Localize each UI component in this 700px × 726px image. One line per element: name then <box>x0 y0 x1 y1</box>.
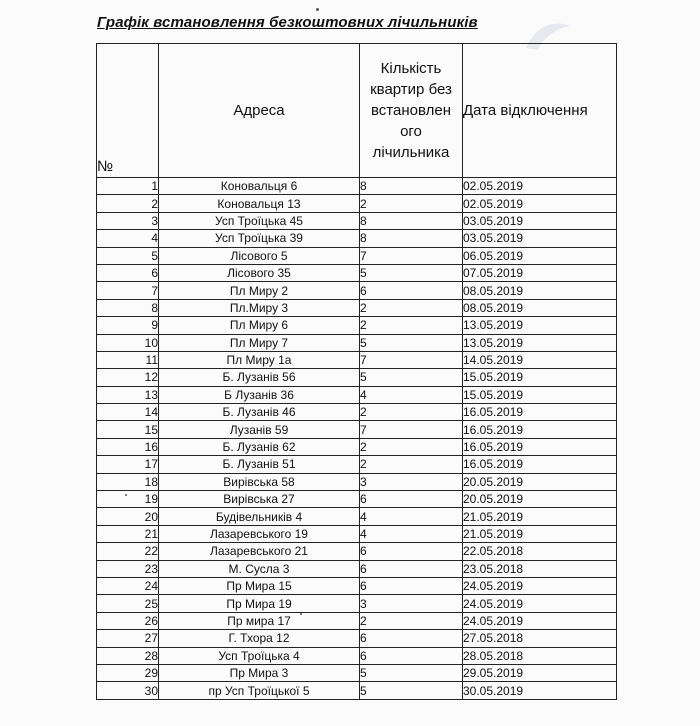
row-apartment-count: 6 <box>360 491 463 508</box>
row-apartment-count: 2 <box>360 456 463 473</box>
header-count-line: лічильника <box>372 144 450 161</box>
row-apartment-count: 5 <box>360 334 463 351</box>
row-number: 1 <box>97 178 159 195</box>
row-apartment-count: 8 <box>360 178 463 195</box>
table-row <box>97 386 617 403</box>
table-row <box>97 525 617 542</box>
row-address: Пл Миру 2 <box>159 282 360 299</box>
row-apartment-count: 7 <box>360 421 463 438</box>
row-apartment-count: 7 <box>360 351 463 368</box>
table-row <box>97 369 617 386</box>
row-address: Коновальця 6 <box>159 178 360 195</box>
row-address: Б. Лузанів 46 <box>159 404 360 421</box>
row-shutoff-date: 03.05.2019 <box>463 212 617 229</box>
table-row <box>97 421 617 438</box>
row-address: Пр Мира 19 <box>159 595 360 612</box>
row-apartment-count: 3 <box>360 595 463 612</box>
table-row <box>97 317 617 334</box>
row-number: 5 <box>97 247 159 264</box>
row-apartment-count: 7 <box>360 247 463 264</box>
row-address: пр Усп Троїцької 5 <box>159 682 360 699</box>
table-row <box>97 612 617 629</box>
row-address: Пр мира 17 <box>159 612 360 629</box>
row-number: 26 <box>97 612 159 629</box>
row-apartment-count: 5 <box>360 664 463 681</box>
row-address: Лазаревського 21 <box>159 543 360 560</box>
schedule-table <box>96 43 617 700</box>
row-address: Вирівська 58 <box>159 473 360 490</box>
row-apartment-count: 2 <box>360 317 463 334</box>
table-row <box>97 351 617 368</box>
row-apartment-count: 3 <box>360 473 463 490</box>
row-address: Лісового 5 <box>159 247 360 264</box>
table-body <box>97 178 617 700</box>
table-row <box>97 491 617 508</box>
header-count-line: Кількість <box>380 60 442 77</box>
row-address: Пр Мира 3 <box>159 664 360 681</box>
row-apartment-count: 5 <box>360 682 463 699</box>
row-number: 20 <box>97 508 159 525</box>
table-row <box>97 247 617 264</box>
header-count-line: встановлен <box>371 102 451 119</box>
table-row <box>97 212 617 229</box>
row-apartment-count: 4 <box>360 525 463 542</box>
row-number: 18 <box>97 473 159 490</box>
table-row <box>97 282 617 299</box>
row-shutoff-date: 02.05.2019 <box>463 178 617 195</box>
row-apartment-count: 8 <box>360 212 463 229</box>
row-address: Вирівська 27 <box>159 491 360 508</box>
table-row <box>97 560 617 577</box>
row-shutoff-date: 02.05.2019 <box>463 195 617 212</box>
row-apartment-count: 2 <box>360 438 463 455</box>
table-row <box>97 630 617 647</box>
table-row <box>97 230 617 247</box>
row-apartment-count: 2 <box>360 612 463 629</box>
table-row <box>97 682 617 699</box>
row-address: М. Сусла 3 <box>159 560 360 577</box>
row-shutoff-date: 21.05.2019 <box>463 508 617 525</box>
row-shutoff-date: 13.05.2019 <box>463 334 617 351</box>
row-number: 28 <box>97 647 159 664</box>
header-apartment-count <box>360 44 463 178</box>
table-row <box>97 508 617 525</box>
row-number: 23 <box>97 560 159 577</box>
row-shutoff-date: 20.05.2019 <box>463 491 617 508</box>
table-row <box>97 178 617 195</box>
row-address: Усп Троїцька 39 <box>159 230 360 247</box>
row-apartment-count: 6 <box>360 577 463 594</box>
table-row <box>97 647 617 664</box>
row-number: 7 <box>97 282 159 299</box>
table-row <box>97 595 617 612</box>
row-address: Пл Миру 7 <box>159 334 360 351</box>
header-count-line: ого <box>400 123 422 140</box>
table-row <box>97 264 617 281</box>
row-shutoff-date: 14.05.2019 <box>463 351 617 368</box>
row-number: 15 <box>97 421 159 438</box>
row-apartment-count: 4 <box>360 508 463 525</box>
table-row <box>97 299 617 316</box>
row-address: Пл Миру 6 <box>159 317 360 334</box>
header-address: Адреса <box>159 44 360 178</box>
row-apartment-count: 2 <box>360 195 463 212</box>
row-address: Будівельників 4 <box>159 508 360 525</box>
table-row <box>97 473 617 490</box>
row-shutoff-date: 08.05.2019 <box>463 299 617 316</box>
row-shutoff-date: 15.05.2019 <box>463 369 617 386</box>
row-shutoff-date: 24.05.2019 <box>463 595 617 612</box>
row-apartment-count: 6 <box>360 630 463 647</box>
row-address: Пл.Миру 3 <box>159 299 360 316</box>
row-address: Лазаревського 19 <box>159 525 360 542</box>
table-row <box>97 195 617 212</box>
row-apartment-count: 6 <box>360 560 463 577</box>
row-address: Лузанів 59 <box>159 421 360 438</box>
page-title: Графік встановлення безкоштовних лічильників <box>97 14 478 31</box>
row-address: Б Лузанів 36 <box>159 386 360 403</box>
row-address: Усп Троїцька 45 <box>159 212 360 229</box>
row-shutoff-date: 08.05.2019 <box>463 282 617 299</box>
row-shutoff-date: 16.05.2019 <box>463 456 617 473</box>
row-number: 12 <box>97 369 159 386</box>
row-number: 27 <box>97 630 159 647</box>
row-apartment-count: 6 <box>360 282 463 299</box>
row-number: 13 <box>97 386 159 403</box>
header-number: № <box>97 44 159 178</box>
row-shutoff-date: 06.05.2019 <box>463 247 617 264</box>
row-shutoff-date: 24.05.2019 <box>463 612 617 629</box>
table-row <box>97 404 617 421</box>
row-number: 10 <box>97 334 159 351</box>
row-number: 25 <box>97 595 159 612</box>
row-number: 14 <box>97 404 159 421</box>
row-number: 17 <box>97 456 159 473</box>
row-shutoff-date: 27.05.2018 <box>463 630 617 647</box>
row-number: 29 <box>97 664 159 681</box>
row-shutoff-date: 13.05.2019 <box>463 317 617 334</box>
table-row <box>97 456 617 473</box>
row-number: 16 <box>97 438 159 455</box>
row-apartment-count: 8 <box>360 230 463 247</box>
row-address: Пл Миру 1а <box>159 351 360 368</box>
row-apartment-count: 5 <box>360 264 463 281</box>
row-shutoff-date: 07.05.2019 <box>463 264 617 281</box>
table-row <box>97 438 617 455</box>
row-address: Усп Троїцька 4 <box>159 647 360 664</box>
row-apartment-count: 4 <box>360 386 463 403</box>
row-address: Б. Лузанів 56 <box>159 369 360 386</box>
row-address: Пр Мира 15 <box>159 577 360 594</box>
table-row <box>97 664 617 681</box>
row-number: 2 <box>97 195 159 212</box>
table-row <box>97 577 617 594</box>
row-shutoff-date: 21.05.2019 <box>463 525 617 542</box>
scan-speck <box>316 8 319 11</box>
row-shutoff-date: 16.05.2019 <box>463 404 617 421</box>
row-shutoff-date: 03.05.2019 <box>463 230 617 247</box>
row-shutoff-date: 28.05.2018 <box>463 647 617 664</box>
row-shutoff-date: 22.05.2018 <box>463 543 617 560</box>
row-shutoff-date: 20.05.2019 <box>463 473 617 490</box>
row-number: 30 <box>97 682 159 699</box>
table-header-row <box>97 44 617 178</box>
row-address: Б. Лузанів 51 <box>159 456 360 473</box>
row-shutoff-date: 30.05.2019 <box>463 682 617 699</box>
row-address: Коновальця 13 <box>159 195 360 212</box>
row-number: 11 <box>97 351 159 368</box>
row-shutoff-date: 16.05.2019 <box>463 421 617 438</box>
row-shutoff-date: 15.05.2019 <box>463 386 617 403</box>
row-number: 4 <box>97 230 159 247</box>
row-shutoff-date: 24.05.2019 <box>463 577 617 594</box>
row-apartment-count: 6 <box>360 543 463 560</box>
table-row <box>97 334 617 351</box>
row-apartment-count: 6 <box>360 647 463 664</box>
row-number: 3 <box>97 212 159 229</box>
row-apartment-count: 5 <box>360 369 463 386</box>
row-shutoff-date: 29.05.2019 <box>463 664 617 681</box>
row-address: Лісового 35 <box>159 264 360 281</box>
row-number: 6 <box>97 264 159 281</box>
header-count-line: квартир без <box>370 81 452 98</box>
row-number: 24 <box>97 577 159 594</box>
row-shutoff-date: 16.05.2019 <box>463 438 617 455</box>
row-number: 9 <box>97 317 159 334</box>
row-apartment-count: 2 <box>360 404 463 421</box>
row-shutoff-date: 23.05.2018 <box>463 560 617 577</box>
row-number: 22 <box>97 543 159 560</box>
row-apartment-count: 2 <box>360 299 463 316</box>
header-shutoff-date: Дата відключення <box>463 44 617 178</box>
row-number: 19 <box>97 491 159 508</box>
row-number: 21 <box>97 525 159 542</box>
row-address: Б. Лузанів 62 <box>159 438 360 455</box>
row-address: Г. Тхора 12 <box>159 630 360 647</box>
row-number: 8 <box>97 299 159 316</box>
table-row <box>97 543 617 560</box>
